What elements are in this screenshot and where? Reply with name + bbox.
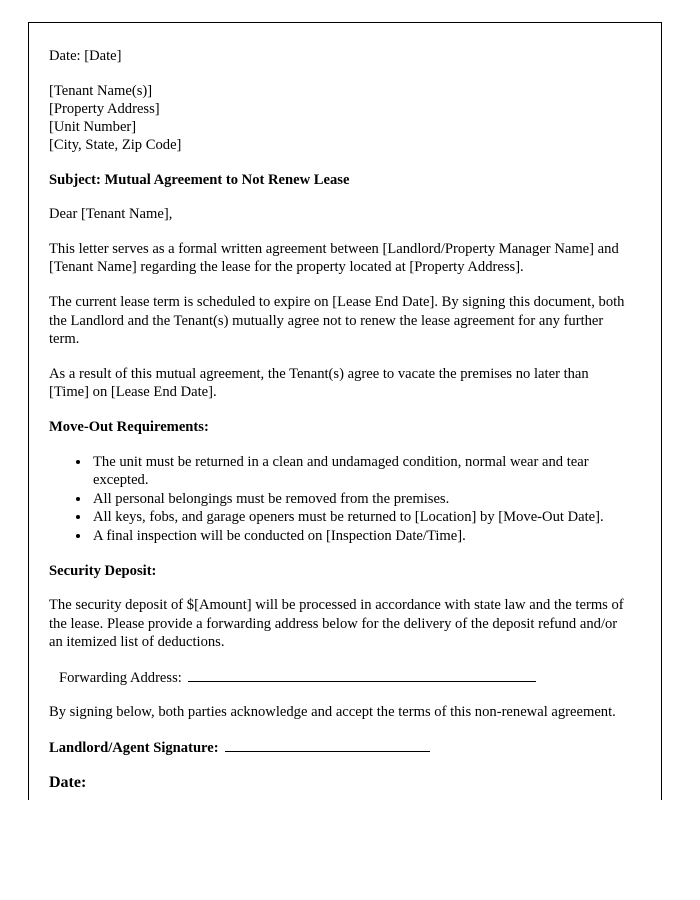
security-deposit-body: The security deposit of $[Amount] will be processed in accordance with state law and the terms of the lease. Please provide a forwarding address below for the delivery of the deposit refund and/or an itemized list of deductions. [49,597,624,651]
document-body [49,47,629,791]
list-item: • A final inspection will be conducted on [Inspection Date/Time]. [91,527,629,546]
date-line: Date: [Date] [49,48,122,64]
landlord-signature-field[interactable] [49,738,629,758]
paragraph-lease-term: The current lease term is scheduled to expire on [Lease End Date]. By signing this document, both the Landlord and the Tenant(s) mutually agree not to renew the lease agreement for any further term. [49,293,625,348]
landlord-signature-label: Landlord/Agent Signature: [49,740,219,757]
list-item: • All keys, fobs, and garage openers must be returned to [Location] by [Move-Out Date]. [91,508,629,527]
forwarding-address-label: Forwarding Address: [59,669,182,686]
recipient-line-property-address: [Property Address] [49,100,160,117]
recipient-line-unit-number: [Unit Number] [49,118,137,135]
spacer-after-recipient [49,154,629,171]
paragraph-vacate: As a result of this mutual agreement, the Tenant(s) agree to vacate the premises no later than [Time] on [Lease End Date]. [49,365,589,401]
landlord-signature-rule[interactable] [225,738,430,752]
paragraph-purpose: This letter serves as a formal written agreement between [Landlord/Property Manager Name] and [Tenant Name] regarding the lease for the property located at [Property Address]. [49,240,619,276]
forwarding-address-field[interactable] [59,668,629,688]
security-deposit-heading: Security Deposit: [49,562,157,579]
forwarding-address-rule[interactable] [188,668,536,682]
document-sheet [28,22,662,800]
move-out-requirements-list [49,453,629,546]
subject-heading: Subject: Mutual Agreement to Not Renew Lease [49,171,350,188]
list-item: • All personal belongings must be removed from the premises. [91,490,629,509]
recipient-line-city-state-zip: [City, State, Zip Code] [49,136,182,153]
list-item: • The unit must be returned in a clean and undamaged condition, normal wear and tear excepted. [91,453,629,490]
recipient-block [49,82,629,154]
closing-paragraph: By signing below, both parties acknowledge and accept the terms of this non-renewal agreement. [49,704,616,721]
salutation: Dear [Tenant Name], [49,206,173,223]
date-label: Date: [49,773,87,791]
date-label-cutoff [49,773,629,791]
recipient-line-tenant-name: [Tenant Name(s)] [49,82,153,99]
move-out-heading: Move-Out Requirements: [49,418,209,435]
